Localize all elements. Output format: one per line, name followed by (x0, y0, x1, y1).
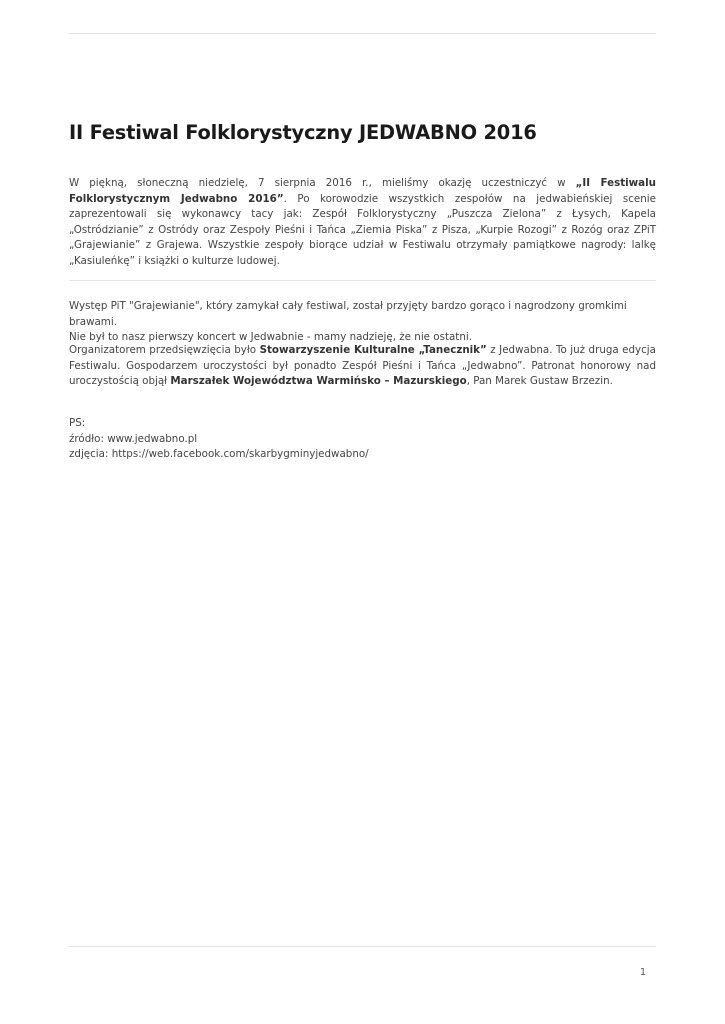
organizer-text-2: z Jedwabna. To już druga edycja Festiwalu. Gospodarzem uroczystości był ponadto Zespół Pieśni i Tańca „Jedwabno”. Patronat honorowy nad uroczystością objął (69, 344, 656, 387)
organizer-text-1: Organizatorem przedsięwzięcia było (69, 344, 260, 356)
performance-line-2: Nie był to nasz pierwszy koncert w Jedwabnie - mamy nadzieję, że nie ostatni. (69, 331, 472, 343)
photos-line: zdjęcia: https://web.facebook.com/skarbygminyjedwabno/ (69, 448, 369, 460)
page-number: 1 (639, 967, 646, 978)
patron-name-bold: Marszałek Województwa Warmińsko – Mazurskiego (170, 375, 467, 387)
ps-label: PS: (69, 417, 86, 429)
festival-name-bold: „II Festiwalu Folklorystycznym Jedwabno 2016” (69, 177, 656, 205)
intro-paragraph (69, 176, 656, 269)
source-line: źródło: www.jedwabno.pl (69, 432, 198, 445)
organizer-name-bold: Stowarzyszenie Kulturalne „Tanecznik” (259, 344, 487, 356)
section-divider (69, 280, 656, 281)
intro-text-2: . Po korowodzie wszystkich zespołów na jedwabieńskiej scenie zaprezentowali się wykonawcy tacy jak: Zespół Folklorystyczny „Puszcza Zielona” z Łysych, Kapela „Ostródzianie” z Ostródy oraz Zespoły Pieśni i Tańca „Ziemia Piska” z Pisza, „Kurpie Rozogi” z Rozóg oraz ZPiT „Grajewianie” z Grajewa. Wszystkie zespoły biorące udział w Festiwalu otrzymały pamiątkowe nagrody: lalkę „Kasiuleńkę” i książki o kulturze ludowej. (69, 192, 656, 267)
footer-divider (69, 946, 656, 947)
ps-section (69, 416, 656, 463)
organizer-text-3: , Pan Marek Gustaw Brzezin. (466, 375, 613, 387)
header-divider (69, 33, 656, 34)
performance-paragraph (69, 299, 656, 346)
intro-text-1: W piękną, słoneczną niedzielę, 7 sierpnia 2016 r., mieliśmy okazję uczestniczyć w (69, 177, 576, 189)
performance-line-1: Występ PiT "Grajewianie", który zamykał cały festiwal, został przyjęty bardzo gorąco i nagrodzony gromkimi brawami. (69, 300, 627, 328)
organizer-paragraph (69, 343, 656, 390)
article-title: II Festiwal Folklorystyczny JEDWABNO 2016 (69, 121, 537, 144)
